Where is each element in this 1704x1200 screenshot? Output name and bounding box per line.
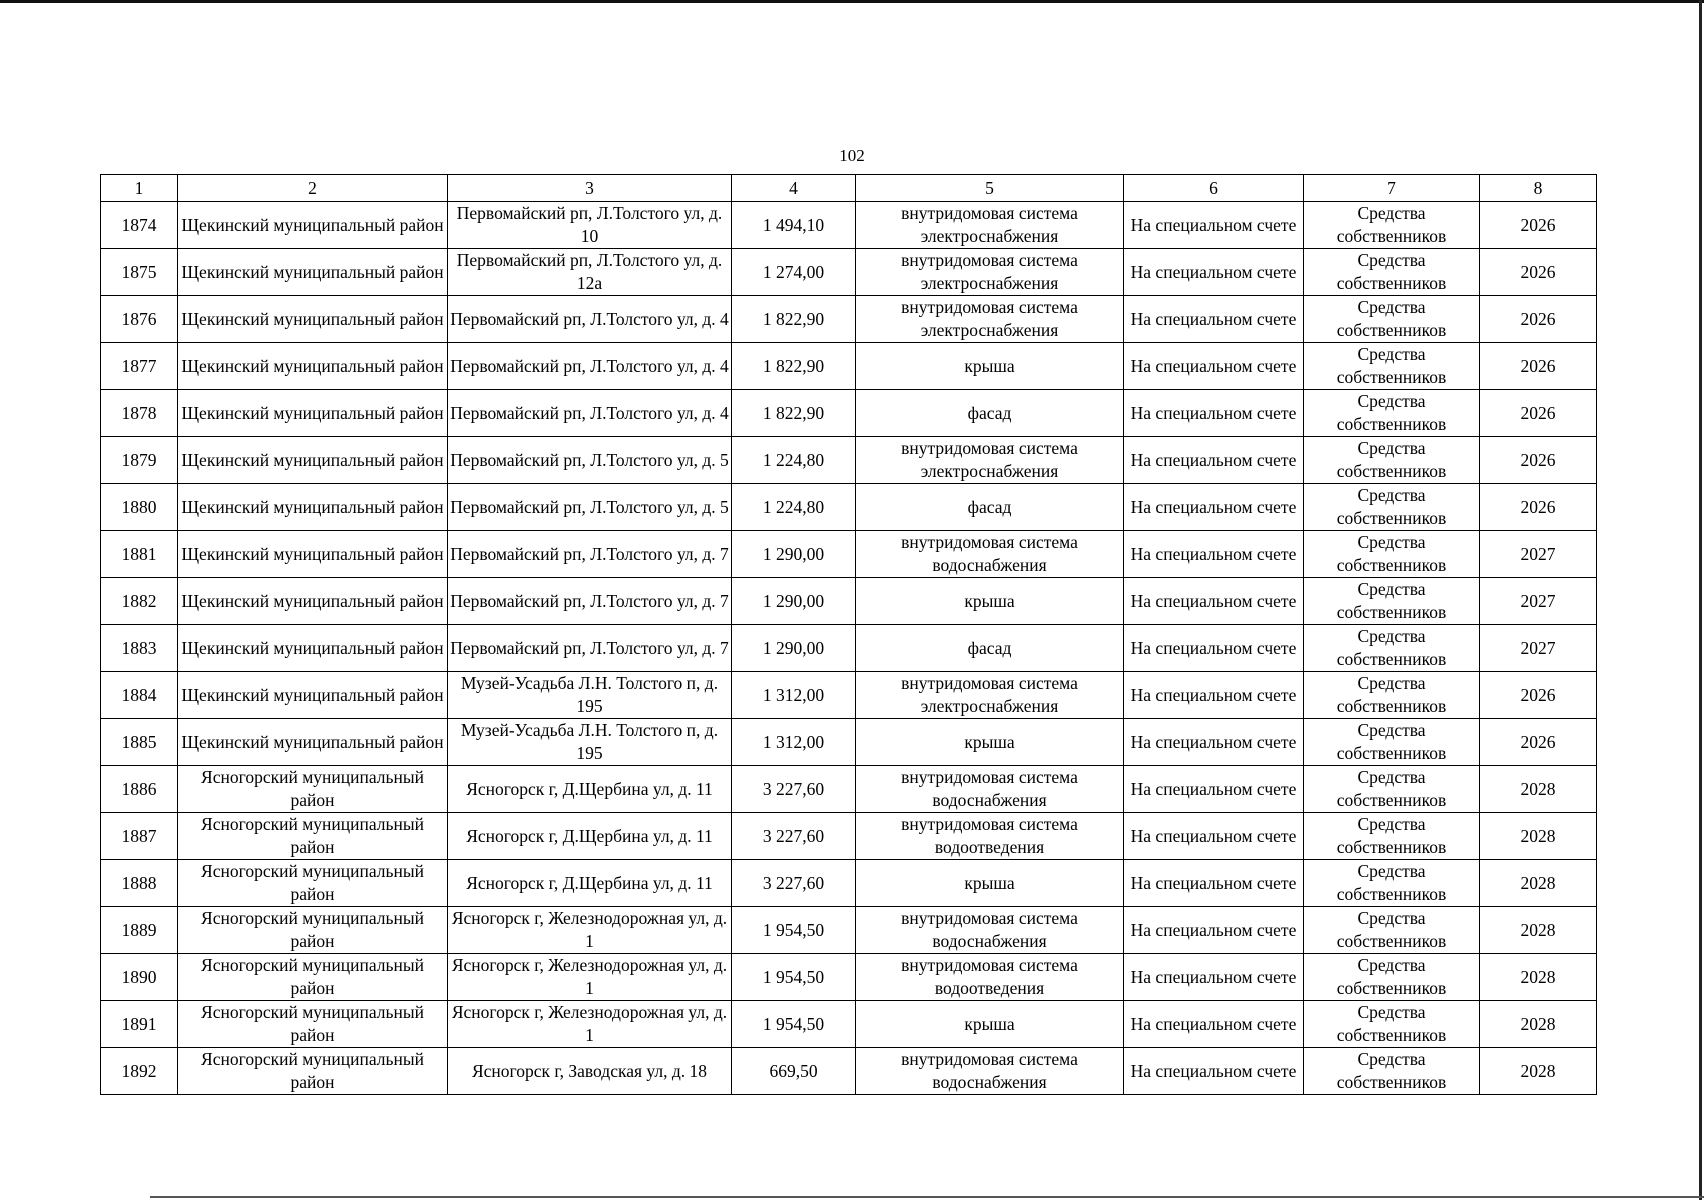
address-cell: Первомайский рп, Л.Толстого ул, д. 10: [448, 202, 732, 249]
area-cell: 1 822,90: [732, 343, 856, 390]
account-cell: На специальном счете: [1124, 390, 1304, 437]
area-cell: 1 290,00: [732, 625, 856, 672]
funding-source-cell: Средства собственников: [1304, 813, 1480, 860]
funding-source-cell: Средства собственников: [1304, 907, 1480, 954]
district-cell: Щекинский муниципальный район: [178, 672, 448, 719]
account-cell: На специальном счете: [1124, 531, 1304, 578]
district-cell: Щекинский муниципальный район: [178, 578, 448, 625]
row-number: 1879: [101, 437, 178, 484]
year-cell: 2028: [1480, 860, 1597, 907]
registry-table: [100, 174, 1597, 1095]
area-cell: 1 822,90: [732, 390, 856, 437]
work-type-cell: внутридомовая система водоснабжения: [856, 531, 1124, 578]
funding-source-cell: Средства собственников: [1304, 249, 1480, 296]
address-cell: Первомайский рп, Л.Толстого ул, д. 7: [448, 531, 732, 578]
year-cell: 2026: [1480, 672, 1597, 719]
year-cell: 2028: [1480, 813, 1597, 860]
district-cell: Ясногорский муниципальный район: [178, 813, 448, 860]
area-cell: 669,50: [732, 1048, 856, 1095]
funding-source-cell: Средства собственников: [1304, 766, 1480, 813]
district-cell: Щекинский муниципальный район: [178, 437, 448, 484]
address-cell: Ясногорск г, Железнодорожная ул, д. 1: [448, 1001, 732, 1048]
address-cell: Ясногорск г, Железнодорожная ул, д. 1: [448, 907, 732, 954]
row-number: 1892: [101, 1048, 178, 1095]
header-row: [101, 175, 1597, 202]
area-cell: 1 274,00: [732, 249, 856, 296]
area-cell: 1 312,00: [732, 672, 856, 719]
row-number: 1885: [101, 719, 178, 766]
area-cell: 1 494,10: [732, 202, 856, 249]
table-row: [101, 907, 1597, 954]
year-cell: 2028: [1480, 1001, 1597, 1048]
work-type-cell: внутридомовая система электроснабжения: [856, 437, 1124, 484]
row-number: 1891: [101, 1001, 178, 1048]
district-cell: Щекинский муниципальный район: [178, 625, 448, 672]
funding-source-cell: Средства собственников: [1304, 719, 1480, 766]
column-header: 4: [732, 175, 856, 202]
table-row: [101, 1048, 1597, 1095]
work-type-cell: внутридомовая система электроснабжения: [856, 202, 1124, 249]
district-cell: Ясногорский муниципальный район: [178, 954, 448, 1001]
table-row: [101, 860, 1597, 907]
funding-source-cell: Средства собственников: [1304, 202, 1480, 249]
work-type-cell: фасад: [856, 625, 1124, 672]
year-cell: 2028: [1480, 1048, 1597, 1095]
district-cell: Ясногорский муниципальный район: [178, 860, 448, 907]
table-row: [101, 1001, 1597, 1048]
column-header: 2: [178, 175, 448, 202]
address-cell: Ясногорск г, Д.Щербина ул, д. 11: [448, 766, 732, 813]
funding-source-cell: Средства собственников: [1304, 390, 1480, 437]
account-cell: На специальном счете: [1124, 766, 1304, 813]
account-cell: На специальном счете: [1124, 578, 1304, 625]
district-cell: Щекинский муниципальный район: [178, 249, 448, 296]
row-number: 1874: [101, 202, 178, 249]
row-number: 1882: [101, 578, 178, 625]
area-cell: 1 224,80: [732, 484, 856, 531]
address-cell: Музей-Усадьба Л.Н. Толстого п, д. 195: [448, 719, 732, 766]
funding-source-cell: Средства собственников: [1304, 343, 1480, 390]
work-type-cell: внутридомовая система водоснабжения: [856, 766, 1124, 813]
address-cell: Ясногорск г, Д.Щербина ул, д. 11: [448, 813, 732, 860]
work-type-cell: крыша: [856, 343, 1124, 390]
account-cell: На специальном счете: [1124, 719, 1304, 766]
area-cell: 1 954,50: [732, 907, 856, 954]
funding-source-cell: Средства собственников: [1304, 1001, 1480, 1048]
row-number: 1886: [101, 766, 178, 813]
account-cell: На специальном счете: [1124, 249, 1304, 296]
account-cell: На специальном счете: [1124, 484, 1304, 531]
scan-edge-bottom: [150, 1196, 1704, 1198]
address-cell: Первомайский рп, Л.Толстого ул, д. 4: [448, 296, 732, 343]
funding-source-cell: Средства собственников: [1304, 531, 1480, 578]
account-cell: На специальном счете: [1124, 343, 1304, 390]
area-cell: 1 954,50: [732, 954, 856, 1001]
funding-source-cell: Средства собственников: [1304, 625, 1480, 672]
work-type-cell: фасад: [856, 390, 1124, 437]
area-cell: 3 227,60: [732, 860, 856, 907]
account-cell: На специальном счете: [1124, 625, 1304, 672]
address-cell: Ясногорск г, Д.Щербина ул, д. 11: [448, 860, 732, 907]
year-cell: 2026: [1480, 437, 1597, 484]
row-number: 1889: [101, 907, 178, 954]
year-cell: 2028: [1480, 954, 1597, 1001]
account-cell: На специальном счете: [1124, 860, 1304, 907]
column-header: 8: [1480, 175, 1597, 202]
row-number: 1881: [101, 531, 178, 578]
table-row: [101, 766, 1597, 813]
table-row: [101, 672, 1597, 719]
year-cell: 2026: [1480, 343, 1597, 390]
year-cell: 2027: [1480, 531, 1597, 578]
district-cell: Щекинский муниципальный район: [178, 296, 448, 343]
district-cell: Щекинский муниципальный район: [178, 202, 448, 249]
work-type-cell: крыша: [856, 1001, 1124, 1048]
work-type-cell: внутридомовая система электроснабжения: [856, 249, 1124, 296]
account-cell: На специальном счете: [1124, 202, 1304, 249]
column-header: 6: [1124, 175, 1304, 202]
year-cell: 2028: [1480, 766, 1597, 813]
account-cell: На специальном счете: [1124, 1001, 1304, 1048]
table-row: [101, 437, 1597, 484]
address-cell: Первомайский рп, Л.Толстого ул, д. 7: [448, 578, 732, 625]
district-cell: Щекинский муниципальный район: [178, 719, 448, 766]
work-type-cell: внутридомовая система водоотведения: [856, 813, 1124, 860]
column-header: 7: [1304, 175, 1480, 202]
row-number: 1876: [101, 296, 178, 343]
address-cell: Первомайский рп, Л.Толстого ул, д. 4: [448, 390, 732, 437]
district-cell: Щекинский муниципальный район: [178, 390, 448, 437]
scan-edge-top: [0, 0, 1704, 3]
table-row: [101, 343, 1597, 390]
address-cell: Первомайский рп, Л.Толстого ул, д. 7: [448, 625, 732, 672]
address-cell: Первомайский рп, Л.Толстого ул, д. 12а: [448, 249, 732, 296]
area-cell: 1 312,00: [732, 719, 856, 766]
work-type-cell: внутридомовая система водоснабжения: [856, 907, 1124, 954]
work-type-cell: крыша: [856, 578, 1124, 625]
district-cell: Ясногорский муниципальный район: [178, 1001, 448, 1048]
work-type-cell: фасад: [856, 484, 1124, 531]
column-header: 1: [101, 175, 178, 202]
table-row: [101, 954, 1597, 1001]
table-row: [101, 625, 1597, 672]
district-cell: Ясногорский муниципальный район: [178, 1048, 448, 1095]
row-number: 1890: [101, 954, 178, 1001]
address-cell: Музей-Усадьба Л.Н. Толстого п, д. 195: [448, 672, 732, 719]
scan-edge-right: [1699, 0, 1702, 1200]
year-cell: 2026: [1480, 390, 1597, 437]
area-cell: 1 290,00: [732, 578, 856, 625]
funding-source-cell: Средства собственников: [1304, 1048, 1480, 1095]
area-cell: 1 822,90: [732, 296, 856, 343]
table-row: [101, 578, 1597, 625]
row-number: 1888: [101, 860, 178, 907]
year-cell: 2026: [1480, 719, 1597, 766]
account-cell: На специальном счете: [1124, 1048, 1304, 1095]
table-row: [101, 390, 1597, 437]
row-number: 1875: [101, 249, 178, 296]
funding-source-cell: Средства собственников: [1304, 484, 1480, 531]
year-cell: 2026: [1480, 249, 1597, 296]
table-row: [101, 531, 1597, 578]
table-row: [101, 296, 1597, 343]
column-header: 5: [856, 175, 1124, 202]
year-cell: 2027: [1480, 625, 1597, 672]
work-type-cell: внутридомовая система водоотведения: [856, 954, 1124, 1001]
row-number: 1884: [101, 672, 178, 719]
work-type-cell: внутридомовая система электроснабжения: [856, 672, 1124, 719]
area-cell: 3 227,60: [732, 813, 856, 860]
table-row: [101, 249, 1597, 296]
address-cell: Первомайский рп, Л.Толстого ул, д. 5: [448, 484, 732, 531]
funding-source-cell: Средства собственников: [1304, 672, 1480, 719]
area-cell: 1 224,80: [732, 437, 856, 484]
table-row: [101, 719, 1597, 766]
account-cell: На специальном счете: [1124, 672, 1304, 719]
area-cell: 1 290,00: [732, 531, 856, 578]
account-cell: На специальном счете: [1124, 437, 1304, 484]
year-cell: 2026: [1480, 484, 1597, 531]
row-number: 1883: [101, 625, 178, 672]
account-cell: На специальном счете: [1124, 907, 1304, 954]
funding-source-cell: Средства собственников: [1304, 437, 1480, 484]
page-number: 102: [839, 146, 865, 165]
row-number: 1880: [101, 484, 178, 531]
account-cell: На специальном счете: [1124, 813, 1304, 860]
year-cell: 2026: [1480, 202, 1597, 249]
row-number: 1887: [101, 813, 178, 860]
work-type-cell: внутридомовая система водоснабжения: [856, 1048, 1124, 1095]
area-cell: 1 954,50: [732, 1001, 856, 1048]
table-row: [101, 202, 1597, 249]
work-type-cell: крыша: [856, 860, 1124, 907]
table-body: [101, 202, 1597, 1095]
district-cell: Щекинский муниципальный район: [178, 484, 448, 531]
district-cell: Щекинский муниципальный район: [178, 531, 448, 578]
funding-source-cell: Средства собственников: [1304, 296, 1480, 343]
row-number: 1877: [101, 343, 178, 390]
funding-source-cell: Средства собственников: [1304, 578, 1480, 625]
year-cell: 2027: [1480, 578, 1597, 625]
address-cell: Первомайский рп, Л.Толстого ул, д. 5: [448, 437, 732, 484]
row-number: 1878: [101, 390, 178, 437]
address-cell: Ясногорск г, Заводская ул, д. 18: [448, 1048, 732, 1095]
work-type-cell: внутридомовая система электроснабжения: [856, 296, 1124, 343]
address-cell: Ясногорск г, Железнодорожная ул, д. 1: [448, 954, 732, 1001]
address-cell: Первомайский рп, Л.Толстого ул, д. 4: [448, 343, 732, 390]
column-header: 3: [448, 175, 732, 202]
year-cell: 2028: [1480, 907, 1597, 954]
account-cell: На специальном счете: [1124, 296, 1304, 343]
area-cell: 3 227,60: [732, 766, 856, 813]
work-type-cell: крыша: [856, 719, 1124, 766]
funding-source-cell: Средства собственников: [1304, 860, 1480, 907]
district-cell: Ясногорский муниципальный район: [178, 766, 448, 813]
district-cell: Ясногорский муниципальный район: [178, 907, 448, 954]
year-cell: 2026: [1480, 296, 1597, 343]
table-row: [101, 484, 1597, 531]
district-cell: Щекинский муниципальный район: [178, 343, 448, 390]
account-cell: На специальном счете: [1124, 954, 1304, 1001]
funding-source-cell: Средства собственников: [1304, 954, 1480, 1001]
table-row: [101, 813, 1597, 860]
